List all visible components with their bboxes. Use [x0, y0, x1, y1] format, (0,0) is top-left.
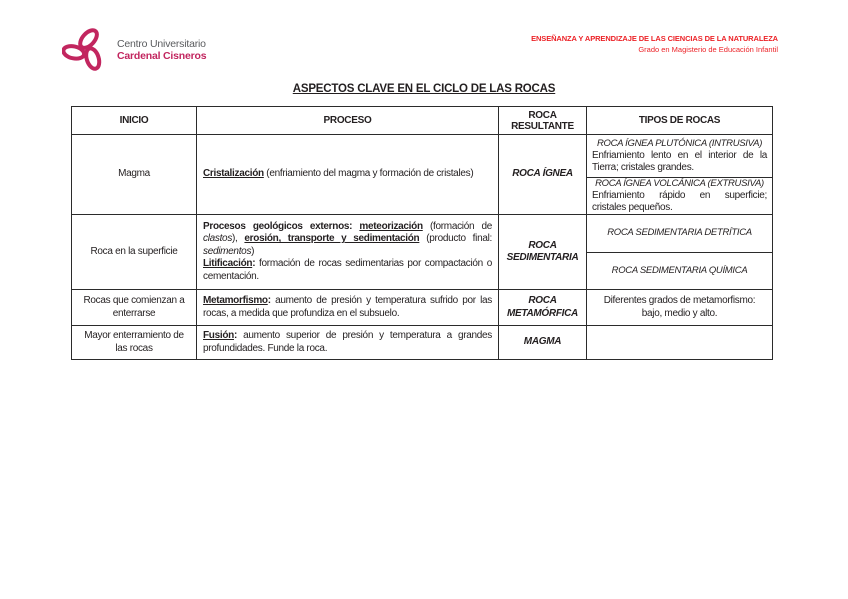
proceso-text: Fusión: aumento superior de presión y temperatura a grandes profundidades. Funde la roca.	[203, 330, 492, 354]
tipo-title: ROCA ÍGNEA PLUTÓNICA (INTRUSIVA)	[596, 137, 763, 149]
course-subject: ENSEÑANZA Y APRENDIZAJE DE LAS CIENCIAS DE LA NATURALEZA	[531, 34, 778, 43]
cell-tipos	[586, 326, 772, 359]
proceso-text: Cristalización (enfriamiento del magma y formación de cristales)	[203, 168, 474, 180]
tipo-desc: Enfriamiento lento en el interior de la Tierra; cristales grandes.	[592, 150, 767, 174]
table-row	[72, 325, 772, 359]
tipos-subcell	[587, 177, 772, 214]
pinwheel-logo-icon	[62, 27, 108, 73]
cell-roca-resultante: ROCA ÍGNEA	[498, 135, 586, 214]
table-row	[72, 134, 772, 214]
header-proceso: PROCESO	[196, 107, 498, 134]
page-title: ASPECTOS CLAVE EN EL CICLO DE LAS ROCAS	[292, 83, 556, 95]
tipo-title: ROCA SEDIMENTARIA DETRÍTICA	[607, 227, 752, 239]
cell-proceso	[196, 135, 498, 214]
course-info	[531, 33, 778, 55]
cell-proceso	[196, 290, 498, 325]
brand-text	[117, 38, 206, 62]
table-row	[72, 214, 772, 289]
proceso-text: Metamorfismo: aumento de presión y temperatura sufrido por las rocas, a medida que profundiza en el subsuelo.	[203, 295, 492, 319]
table-row	[72, 289, 772, 325]
tipo-title: ROCA SEDIMENTARIA QUÍMICA	[611, 264, 748, 276]
cell-proceso	[196, 215, 498, 289]
cell-tipos	[586, 135, 772, 214]
cell-roca-resultante: ROCA SEDIMENTARIA	[498, 215, 586, 289]
tipos-subcell	[587, 135, 772, 177]
tipos-subcell	[587, 215, 772, 252]
tipos-text: Diferentes grados de metamorfismo: bajo, medio y alto.	[603, 295, 756, 319]
proceso-text: Procesos geológicos externos: meteorización (formación de clastos), erosión, transporte y sedimentación (producto final: sedimentos) Litificación: formación de rocas sedimentarias por compactación o cementación.	[203, 220, 492, 282]
tipo-desc: Enfriamiento rápido en superficie; cristales pequeños.	[592, 190, 767, 214]
cell-roca-resultante: ROCA METAMÓRFICA	[498, 290, 586, 325]
cell-inicio: Rocas que comienzan a enterrarse	[83, 295, 185, 319]
cell-inicio: Roca en la superficie	[90, 245, 178, 257]
course-degree: Grado en Magisterio de Educación Infantil	[638, 45, 778, 54]
brand-name-bottom: Cardenal Cisneros	[117, 50, 207, 62]
tipos-subcell	[587, 252, 772, 289]
cell-tipos	[586, 290, 772, 325]
header-inicio: INICIO	[119, 115, 149, 126]
rock-cycle-table	[71, 106, 773, 360]
tipos-text	[587, 326, 772, 359]
table-header-row	[72, 107, 772, 134]
cell-proceso	[196, 326, 498, 359]
cell-inicio: Magma	[118, 168, 150, 180]
university-brand	[62, 27, 206, 73]
header-roca-resultante: ROCA RESULTANTE	[498, 107, 586, 134]
cell-tipos	[586, 215, 772, 289]
cell-inicio: Mayor enterramiento de las rocas	[84, 330, 184, 354]
cell-roca-resultante: MAGMA	[498, 326, 586, 359]
header-tipos-de-rocas: TIPOS DE ROCAS	[586, 107, 772, 134]
tipo-title: ROCA ÍGNEA VOLCÁNICA (EXTRUSIVA)	[595, 177, 764, 189]
brand-name-top: Centro Universitario	[117, 38, 206, 50]
